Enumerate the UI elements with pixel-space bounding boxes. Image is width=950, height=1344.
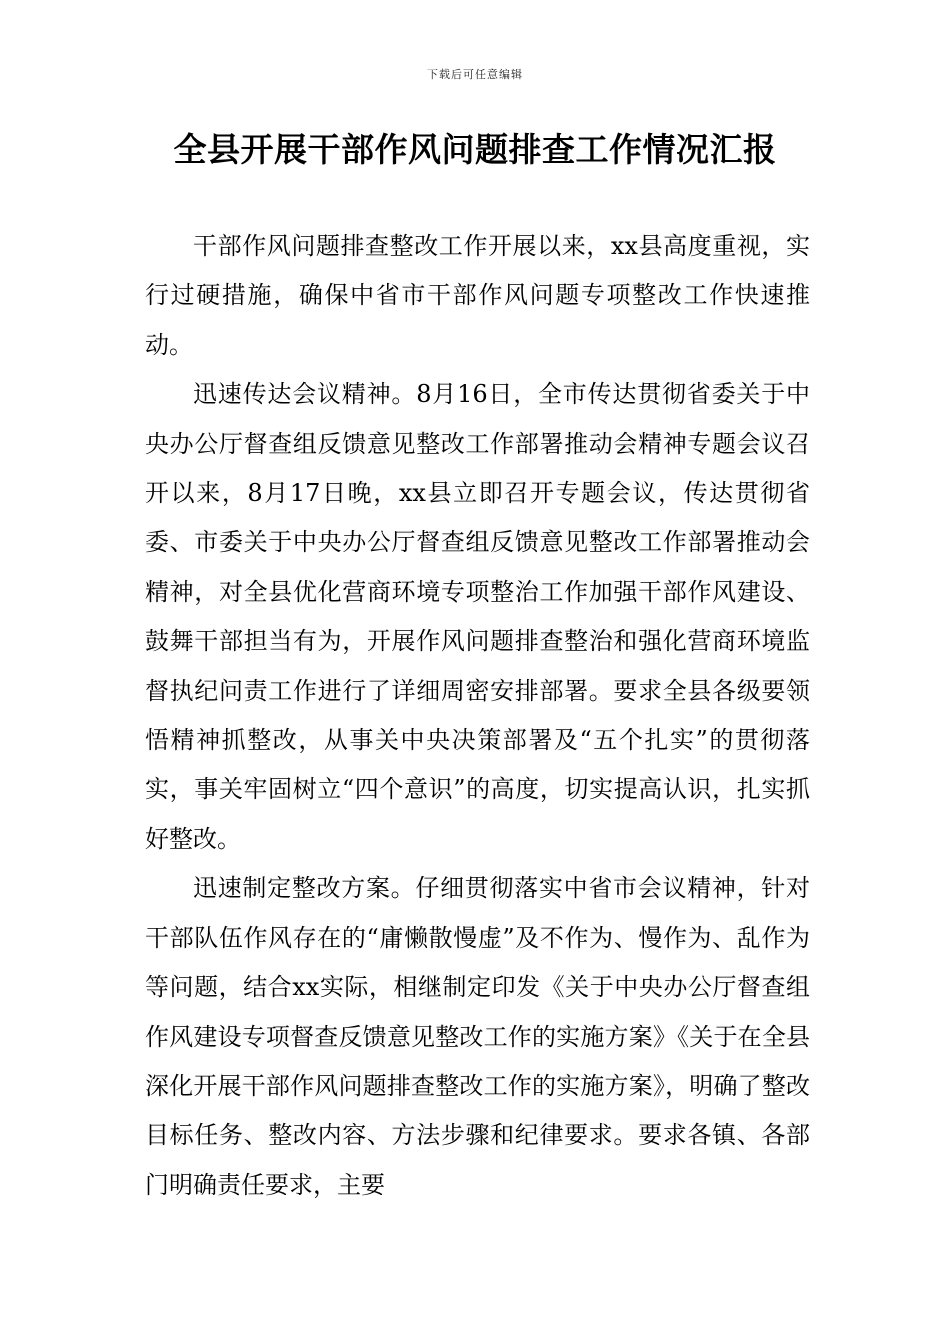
paragraph-rectification-plan: 迅速制定整改方案。仔细贯彻落实中省市会议精神，针对干部队伍作风存在的“庸懒散慢虚”及不作为、慢作为、乱作为等问题，结合xx实际，相继制定印发《关于中央办公厅督查组作风建设专项督查反馈意见整改工作的实施方案》《关于在全县深化开展干部作风问题排查整改工作的实施方案》，明确了整改目标任务、整改内容、方法步骤和纪律要求。要求各镇、各部门明确责任要求，主要 (145, 874, 810, 1199)
paragraph-intro: 干部作风问题排查整改工作开展以来，xx县高度重视，实行过硬措施，确保中省市干部作风问题专项整改工作快速推动。 (145, 232, 810, 359)
header-note: 下载后可任意编辑 (427, 68, 523, 81)
document-body (145, 222, 810, 1210)
document-title: 全县开展干部作风问题排查工作情况汇报 (173, 130, 777, 169)
paragraph-meeting-spirit: 迅速传达会议精神。8月16日，全市传达贯彻省委关于中央办公厅督查组反馈意见整改工作部署推动会精神专题会议召开以来，8月17日晚，xx县立即召开专题会议，传达贯彻省委、市委关于中央办公厅督查组反馈意见整改工作部署推动会精神，对全县优化营商环境专项整治工作加强干部作风建设、鼓舞干部担当有为，开展作风问题排查整治和强化营商环境监督执纪问责工作进行了详细周密安排部署。要求全县各级要领悟精神抓整改，从事关中央决策部署及“五个扎实”的贯彻落实，事关牢固树立“四个意识”的高度，切实提高认识，扎实抓好整改。 (145, 380, 810, 853)
